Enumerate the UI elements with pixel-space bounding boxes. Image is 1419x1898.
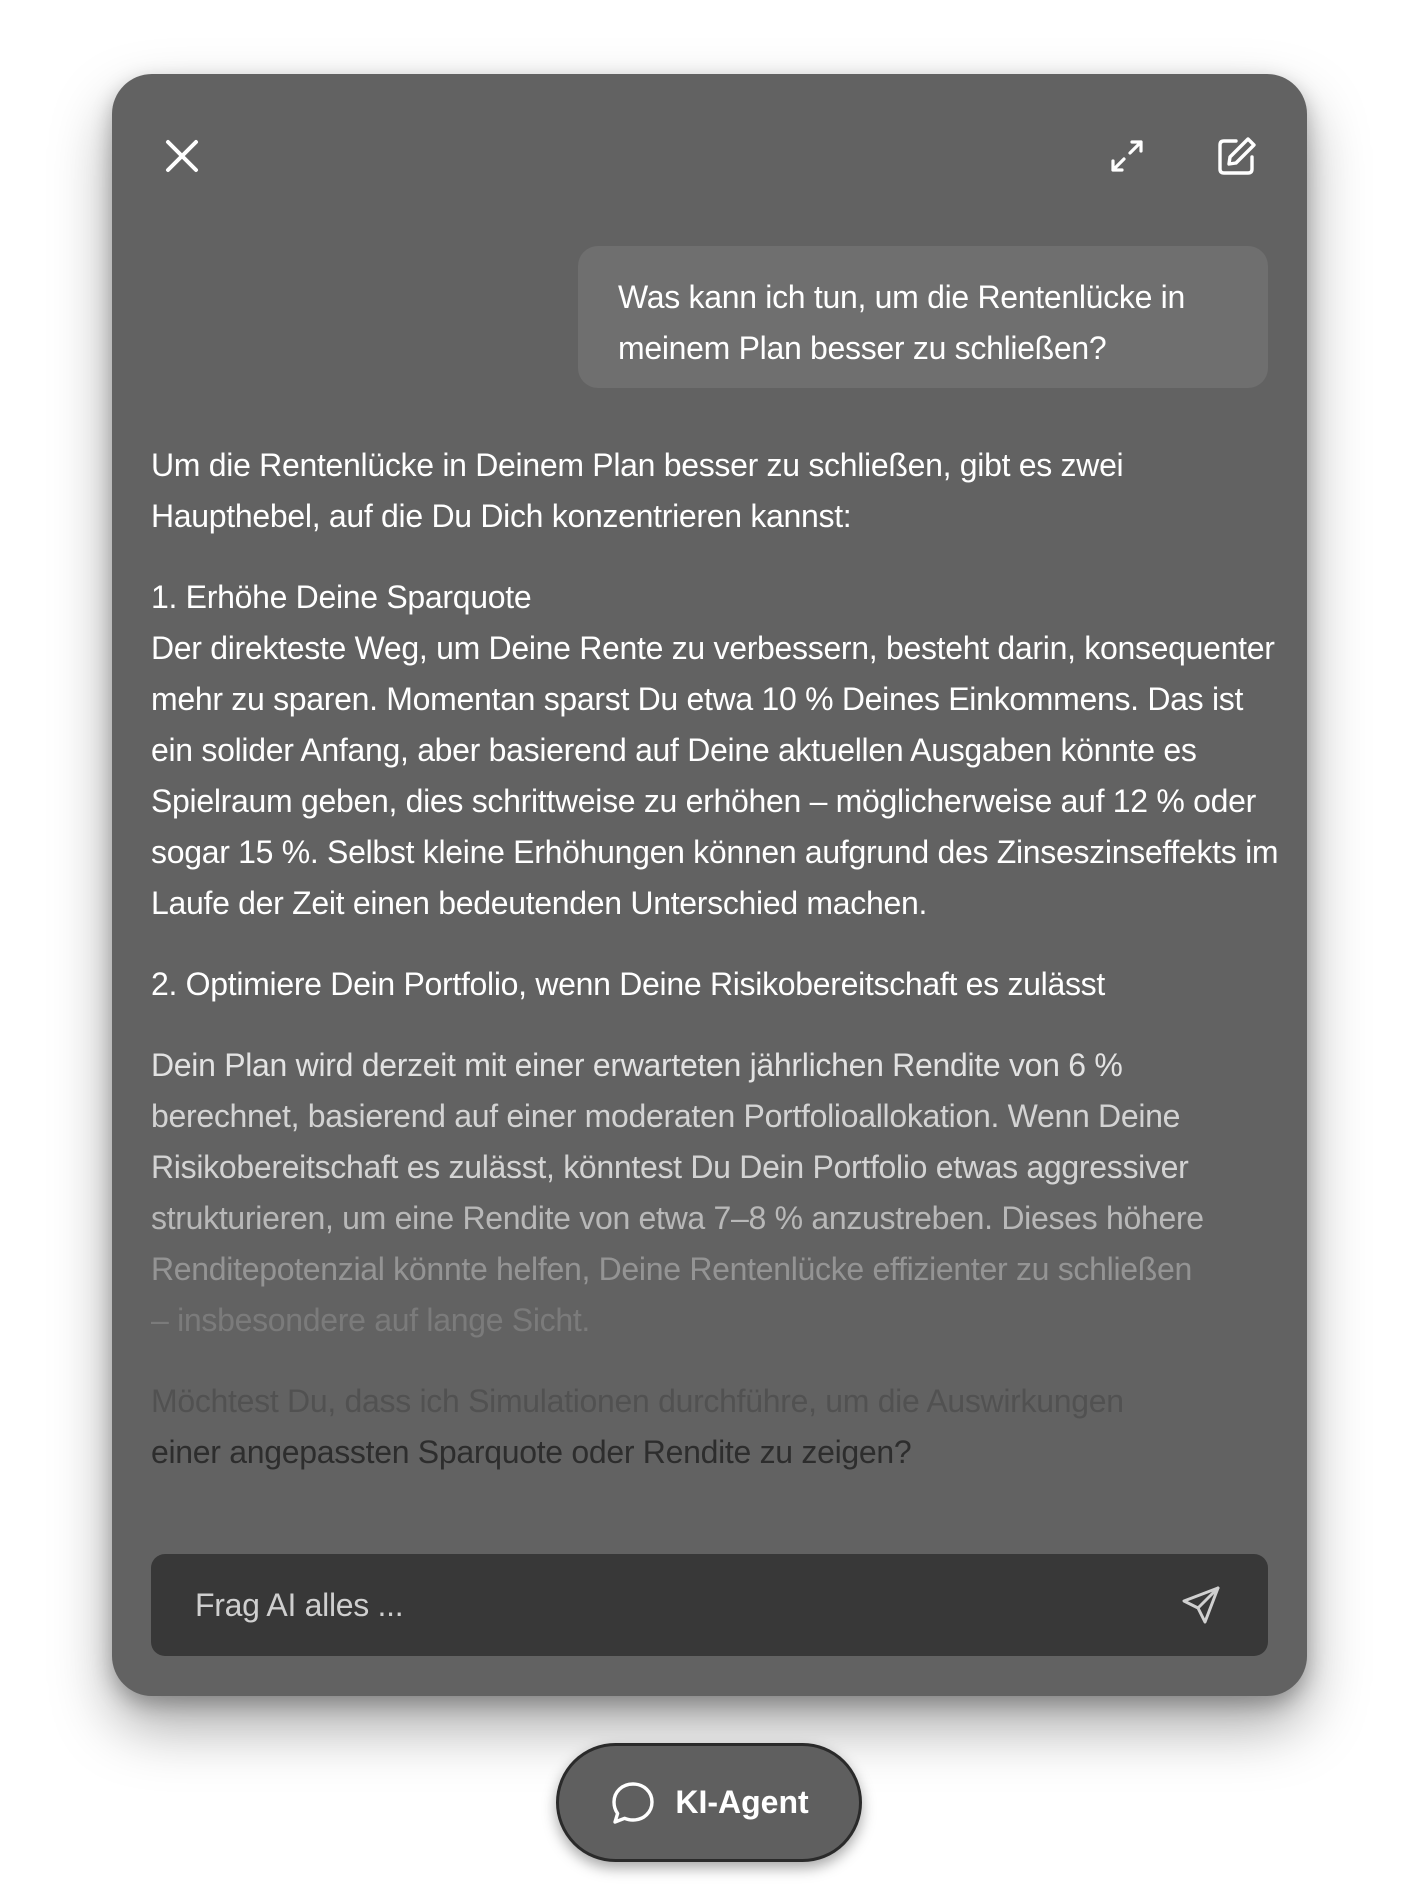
send-button[interactable] bbox=[1176, 1580, 1226, 1630]
step2-body bbox=[151, 1040, 1281, 1346]
assistant-message bbox=[151, 440, 1281, 1508]
chat-input[interactable] bbox=[193, 1586, 1176, 1625]
chat-bubble-icon bbox=[609, 1779, 657, 1827]
chat-input-bar bbox=[151, 1554, 1268, 1656]
expand-icon bbox=[1107, 136, 1147, 176]
new-chat-button[interactable] bbox=[1207, 126, 1267, 186]
assistant-intro: Um die Rentenlücke in Deinem Plan besser zu schließen, gibt es zwei Haupthebel, auf die Du Dich konzentrieren kannst: bbox=[151, 447, 1124, 534]
step1-title: 1. Erhöhe Deine Sparquote bbox=[151, 579, 532, 615]
send-icon bbox=[1180, 1584, 1222, 1626]
edit-icon bbox=[1216, 135, 1258, 177]
expand-button[interactable] bbox=[1097, 126, 1157, 186]
step2-title: 2. Optimiere Dein Portfolio, wenn Deine Risikobereitschaft es zulässt bbox=[151, 966, 1105, 1002]
close-icon bbox=[164, 138, 200, 174]
ki-agent-button[interactable] bbox=[556, 1743, 862, 1862]
ki-agent-label: KI-Agent bbox=[675, 1784, 809, 1820]
user-message-bubble bbox=[578, 246, 1268, 388]
step2-body-line: – insbesondere auf lange Sicht. bbox=[151, 1302, 591, 1338]
close-button[interactable] bbox=[152, 126, 212, 186]
step2-body-line: Dein Plan wird derzeit mit einer erwarteten jährlichen Rendite von 6 % bbox=[151, 1047, 1123, 1083]
closing-line: einer angepassten Sparquote oder Rendite zu zeigen? bbox=[151, 1434, 912, 1470]
step2-body-line: berechnet, basierend auf einer moderaten Portfolioallokation. Wenn Deine bbox=[151, 1098, 1181, 1134]
ai-chat-panel bbox=[112, 74, 1307, 1696]
step1-body: Der direkteste Weg, um Deine Rente zu verbessern, besteht darin, konsequenter mehr zu sparen. Momentan sparst Du etwa 10 % Deines Einkommens. Das ist ein solider Anfang, aber basierend auf Deine aktuellen Ausgaben könnte es Spielraum geben, dies schrittweise zu erhöhen – möglicherweise auf 12 % oder sogar 15 %. Selbst kleine Erhöhungen können aufgrund des Zinseszinseffekts im Laufe der Zeit einen bedeutenden Unterschied machen. bbox=[151, 630, 1279, 921]
closing-question bbox=[151, 1376, 1281, 1478]
step2-body-line: Risikobereitschaft es zulässt, könntest Du Dein Portfolio etwas aggressiver bbox=[151, 1149, 1189, 1185]
step2-body-line: strukturieren, um eine Rendite von etwa 7–8 % anzustreben. Dieses höhere bbox=[151, 1200, 1204, 1236]
closing-line: Möchtest Du, dass ich Simulationen durchführe, um die Auswirkungen bbox=[151, 1383, 1124, 1419]
user-message-text: Was kann ich tun, um die Rentenlücke in meinem Plan besser zu schließen? bbox=[618, 279, 1185, 366]
step2-body-line: Renditepotenzial könnte helfen, Deine Rentenlücke effizienter zu schließen bbox=[151, 1251, 1192, 1287]
